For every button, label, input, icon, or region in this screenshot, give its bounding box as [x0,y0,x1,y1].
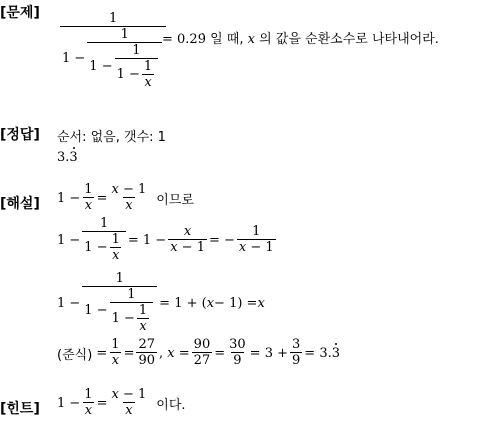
explanation-line-1: 1 − 1 x = x − 1 x 이므로 [57,182,194,213]
problem-label: [문제] [0,5,40,21]
problem-text: = 0.29̇ 일 때, x 의 값을 순환소수로 나타내어라. [162,32,439,47]
explanation-line-5: (준식) = 1 x = 27 90 , x = 90 27 = 30 9 = 3 + 3 9 = 3. 3 [57,337,340,368]
hint-equation: 1 − 1 x = x − 1 x 이다. [57,387,186,418]
hint-label: [힌트] [0,401,40,417]
problem-equation: 1 1 − 1 1 − 1 1 − 1 x [58,12,168,90]
answer-label: [정답] [0,127,40,143]
answer-meta: 순서: 없음, 갯수: 1 [57,130,166,145]
explanation-line-3: 1 − 1 1 − 1 1 − 1 x = 1 + ( x − 1) = x [57,271,265,334]
explanation-label: [해설] [0,196,40,212]
answer-value: 3.3 [57,150,78,165]
explanation-line-2: 1 − 1 1 − 1 x = 1 − x x − 1 = − 1 x − 1 [57,216,274,263]
